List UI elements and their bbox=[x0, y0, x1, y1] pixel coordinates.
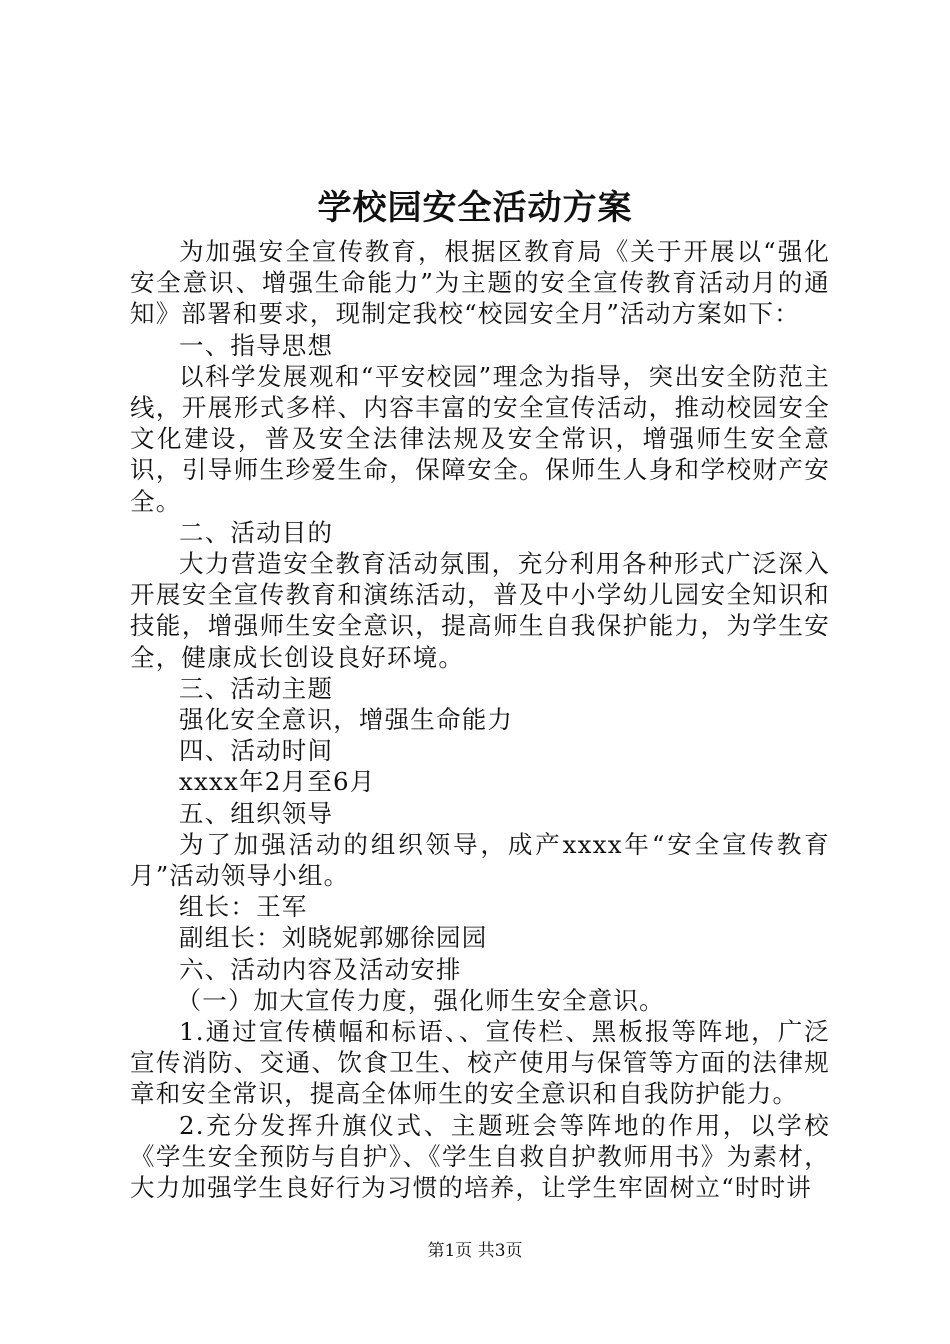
page-footer: 第1页 共3页 bbox=[427, 1241, 523, 1261]
heading-organization: 五、组织领导 bbox=[179, 798, 334, 828]
heading-activity-time: 四、活动时间 bbox=[179, 736, 334, 766]
document-title: 学校园安全活动方案 bbox=[317, 188, 633, 228]
paragraph-team-leader: 组长：王军 bbox=[179, 892, 308, 922]
paragraph-intro: 为加强安全宣传教育，根据区教育局《关于开展以“强化安全意识、增强生命能力”为主题的安全宣传教育活动月的通知》部署和要求，现制定我校“校园安全月”活动方案如下： bbox=[130, 237, 830, 329]
subheading-publicity: （一）加大宣传力度，强化师生安全意识。 bbox=[176, 985, 665, 1015]
heading-guiding-ideology: 一、指导思想 bbox=[179, 330, 334, 360]
document-body bbox=[130, 236, 830, 1203]
paragraph-item-1: 1.通过宣传横幅和标语、、宣传栏、黑板报等阵地，广泛宣传消防、交通、饮食卫生、校产使用与保管等方面的法律规章和安全常识，提高全体师生的安全意识和自我防护能力。 bbox=[130, 1017, 830, 1109]
paragraph-activity-theme: 强化安全意识，增强生命能力 bbox=[179, 705, 514, 735]
paragraph-guiding-ideology: 以科学发展观和“平安校园”理念为指导，突出安全防范主线，开展形式多样、内容丰富的安全宣传活动，推动校园安全文化建设，普及安全法律法规及安全常识，增强师生安全意识，引导师生珍爱生命，保障安全。保师生人身和学校财产安全。 bbox=[130, 361, 830, 516]
paragraph-activity-time: xxxx年2月至6月 bbox=[179, 767, 376, 797]
paragraph-organization: 为了加强活动的组织领导，成产xxxx年“安全宣传教育月”活动领导小组。 bbox=[130, 829, 830, 891]
paragraph-activity-purpose: 大力营造安全教育活动氛围，充分利用各种形式广泛深入开展安全宣传教育和演练活动，普及中小学幼儿园安全知识和技能，增强师生安全意识，提高师生自我保护能力，为学生安全，健康成长创设良好环境。 bbox=[130, 549, 830, 672]
heading-activity-theme: 三、活动主题 bbox=[179, 673, 334, 703]
paragraph-deputy-leaders: 副组长：刘晓妮郭娜徐园园 bbox=[179, 923, 488, 953]
paragraph-item-2: 2.充分发挥升旗仪式、主题班会等阵地的作用，以学校《学生安全预防与自护》、《学生自救自护教师用书》为素材，大力加强学生良好行为习惯的培养，让学生牢固树立“时时讲 bbox=[130, 1110, 830, 1203]
heading-activity-content: 六、活动内容及活动安排 bbox=[179, 954, 462, 984]
heading-activity-purpose: 二、活动目的 bbox=[179, 517, 334, 547]
